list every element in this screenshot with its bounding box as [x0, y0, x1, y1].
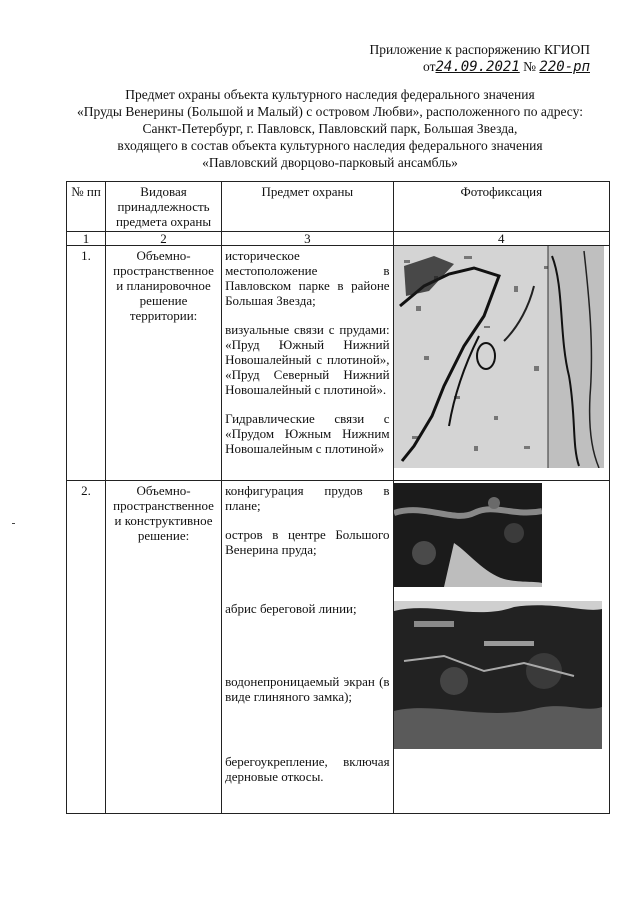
- number-sign: №: [523, 59, 537, 74]
- heading-line-2: «Пруды Венерины (Большой и Малый) с островом Любви», расположенного по адресу:: [77, 104, 583, 119]
- row-number: 2.: [67, 481, 106, 814]
- row-subject: [222, 246, 393, 481]
- row-type: Объемно-пространственное и конструктивное решение:: [106, 481, 222, 814]
- subject-item: конфигурация прудов в плане;: [225, 483, 390, 513]
- subject-item: визуальные связи с прудами: «Пруд Южный Нижний Новошалейный с плотиной», «Пруд Северный Нижний Новошалейный с плотиной».: [225, 322, 390, 397]
- appendix-title: Приложение к распоряжению КГИОП: [369, 42, 590, 57]
- row-photo: [393, 481, 609, 814]
- pond-photo-top: [394, 483, 609, 587]
- shore-photo-image: [394, 601, 602, 749]
- heading-line-3: Санкт-Петербург, г. Павловск, Павловский парк, Большая Звезда,: [142, 121, 518, 136]
- subject-item: берегоукрепление, включая дерновые откосы.: [225, 754, 390, 784]
- shore-photo-bottom: [394, 601, 609, 749]
- subject-item: абрис береговой линии;: [225, 601, 357, 616]
- document-heading: [60, 86, 600, 171]
- row-number: 1.: [67, 246, 106, 481]
- date-prefix: от: [423, 59, 436, 74]
- row-subject: [222, 481, 393, 814]
- row-photo: [393, 246, 609, 481]
- heading-line-5: «Павловский дворцово-парковый ансамбль»: [202, 155, 458, 170]
- header-photo: Фотофиксация: [393, 182, 609, 232]
- column-number: 1: [67, 232, 106, 246]
- handwritten-number: 220-рп: [539, 59, 590, 75]
- heading-line-1: Предмет охраны объекта культурного наследия федерального значения: [125, 87, 535, 102]
- table-row: [67, 481, 610, 814]
- table-column-numbers: [67, 232, 610, 246]
- table-header-row: [67, 182, 610, 232]
- column-number: 3: [222, 232, 393, 246]
- subject-item: историческое местоположение в Павловском парке в районе Большая Звезда;: [225, 248, 390, 308]
- header-subject: Предмет охраны: [222, 182, 393, 232]
- appendix-date-line: [369, 59, 590, 75]
- header-number: № пп: [67, 182, 106, 232]
- aerial-map-photo: [394, 246, 609, 468]
- row-type: Объемно-пространственное и планировочное решение территории:: [106, 246, 222, 481]
- column-number: 2: [106, 232, 222, 246]
- subject-item: Гидравлические связи с «Прудом Южным Нижним Новошалейным с плотиной»: [225, 411, 390, 456]
- margin-mark: [12, 523, 15, 524]
- pond-photo-image: [394, 483, 542, 587]
- protection-table: [66, 181, 610, 814]
- handwritten-date: 24.09.2021: [435, 59, 520, 75]
- subject-item: водонепроницаемый экран (в виде глиняного замка);: [225, 674, 390, 704]
- appendix-note: [369, 42, 590, 75]
- header-type: Видовая принадлежность предмета охраны: [106, 182, 222, 232]
- table-row: [67, 246, 610, 481]
- map-image: [394, 246, 604, 468]
- column-number: 4: [393, 232, 609, 246]
- subject-item: остров в центре Большого Венерина пруда;: [225, 527, 390, 557]
- heading-line-4: входящего в состав объекта культурного наследия федерального значения: [117, 138, 543, 153]
